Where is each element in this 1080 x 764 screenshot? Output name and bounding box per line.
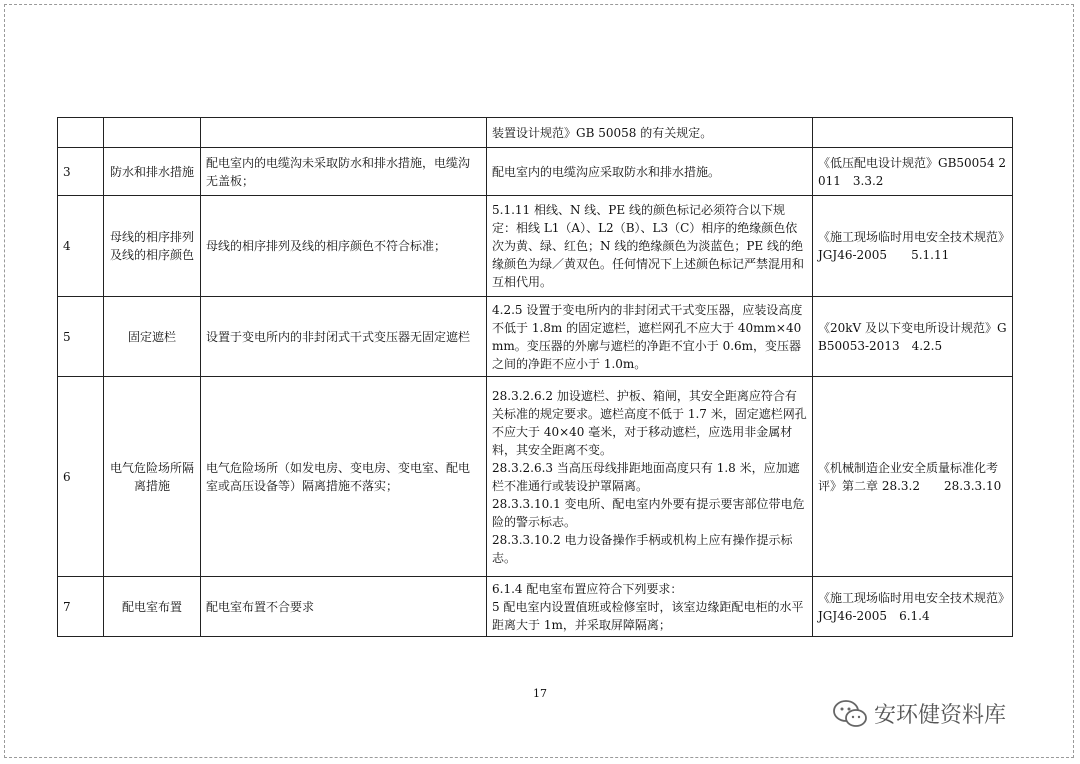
problem-text: 配电室内的电缆沟未采取防水和排水措施，电缆沟无盖板； bbox=[201, 148, 487, 196]
requirement-clause: 28.3.2.6.2 加设遮栏、护板、箱闸，其安全距离应符合有关标准的规定要求。遮栏高度不低于 1.7 米，固定遮栏网孔不应大于 40×40 毫米，对于移动遮栏，应选用非金属材料，其安全距离不变。 bbox=[492, 388, 807, 457]
requirement-clause: 28.3.2.6.3 当高压母线排距地面高度只有 1.8 米，应加遮栏不准通行或装设护罩隔离。 bbox=[492, 460, 800, 493]
problem-text: 配电室布置不合要求 bbox=[201, 577, 487, 637]
check-item: 配电室布置 bbox=[104, 577, 201, 637]
problem-text: 母线的相序排列及线的相序颜色不符合标准； bbox=[201, 196, 487, 297]
requirement-text bbox=[487, 377, 813, 577]
table-row bbox=[58, 148, 1013, 196]
basis-text bbox=[813, 118, 1013, 148]
inspection-table bbox=[57, 117, 1013, 637]
basis-text: 《施工现场临时用电安全技术规范》JGJ46-2005 6.1.4 bbox=[813, 577, 1013, 637]
table-row bbox=[58, 297, 1013, 377]
requirement-text: 配电室内的电缆沟应采取防水和排水措施。 bbox=[487, 148, 813, 196]
wechat-icon bbox=[832, 699, 868, 729]
requirement-text: 4.2.5 设置于变电所内的非封闭式干式变压器，应装设高度不低于 1.8m 的固定遮栏，遮栏网孔不应大于 40mm×40mm。变压器的外廓与遮栏的净距不宜小于 0.6m，变压器之间的净距不应小于 1.0m。 bbox=[487, 297, 813, 377]
problem-text bbox=[201, 118, 487, 148]
table-row bbox=[58, 118, 1013, 148]
requirement-text: 装置设计规范》GB 50058 的有关规定。 bbox=[487, 118, 813, 148]
basis-text: 《低压配电设计规范》GB50054 2011 3.3.2 bbox=[813, 148, 1013, 196]
check-item: 固定遮栏 bbox=[104, 297, 201, 377]
requirement-clause: 28.3.3.10.2 电力设备操作手柄或机构上应有操作提示标志。 bbox=[492, 532, 793, 565]
requirement-clause: 6.1.4 配电室布置应符合下列要求： bbox=[492, 581, 683, 596]
row-number: 5 bbox=[58, 297, 104, 377]
row-number: 4 bbox=[58, 196, 104, 297]
watermark-text: 安环健资料库 bbox=[874, 703, 1007, 728]
check-item bbox=[104, 118, 201, 148]
requirement-clause: 5 配电室内设置值班或检修室时，该室边缘距配电柜的水平距离大于 1m，并采取屏障隔离； bbox=[492, 599, 804, 632]
check-item: 防水和排水措施 bbox=[104, 148, 201, 196]
requirement-clause: 28.3.3.10.1 变电所、配电室内外要有提示要害部位带电危险的警示标志。 bbox=[492, 496, 805, 529]
problem-text: 电气危险场所（如发电房、变电房、变电室、配电室或高压设备等）隔离措施不落实； bbox=[201, 377, 487, 577]
check-item: 母线的相序排列及线的相序颜色 bbox=[104, 196, 201, 297]
page-number: 17 bbox=[533, 687, 547, 700]
requirement-text: 5.1.11 相线、N 线、PE 线的颜色标记必须符合以下规定：相线 L1（A）、L2（B）、L3（C）相序的绝缘颜色依次为黄、绿、红色；N 线的绝缘颜色为淡蓝色；PE 线的绝缘颜色为绿／黄双色。任何情况下上述颜色标记严禁混用和互相代用。 bbox=[487, 196, 813, 297]
table-row bbox=[58, 577, 1013, 637]
problem-text: 设置于变电所内的非封闭式干式变压器无固定遮栏 bbox=[201, 297, 487, 377]
basis-text: 《20kV 及以下变电所设计规范》GB50053-2013 4.2.5 bbox=[813, 297, 1013, 377]
check-item: 电气危险场所隔离措施 bbox=[104, 377, 201, 577]
requirement-text bbox=[487, 577, 813, 637]
row-number: 7 bbox=[58, 577, 104, 637]
basis-text: 《施工现场临时用电安全技术规范》JGJ46-2005 5.1.11 bbox=[813, 196, 1013, 297]
watermark bbox=[832, 698, 1006, 729]
row-number bbox=[58, 118, 104, 148]
table-row bbox=[58, 377, 1013, 577]
row-number: 3 bbox=[58, 148, 104, 196]
row-number: 6 bbox=[58, 377, 104, 577]
basis-text: 《机械制造企业安全质量标准化考评》第二章 28.3.2 28.3.3.10 bbox=[813, 377, 1013, 577]
table-row bbox=[58, 196, 1013, 297]
